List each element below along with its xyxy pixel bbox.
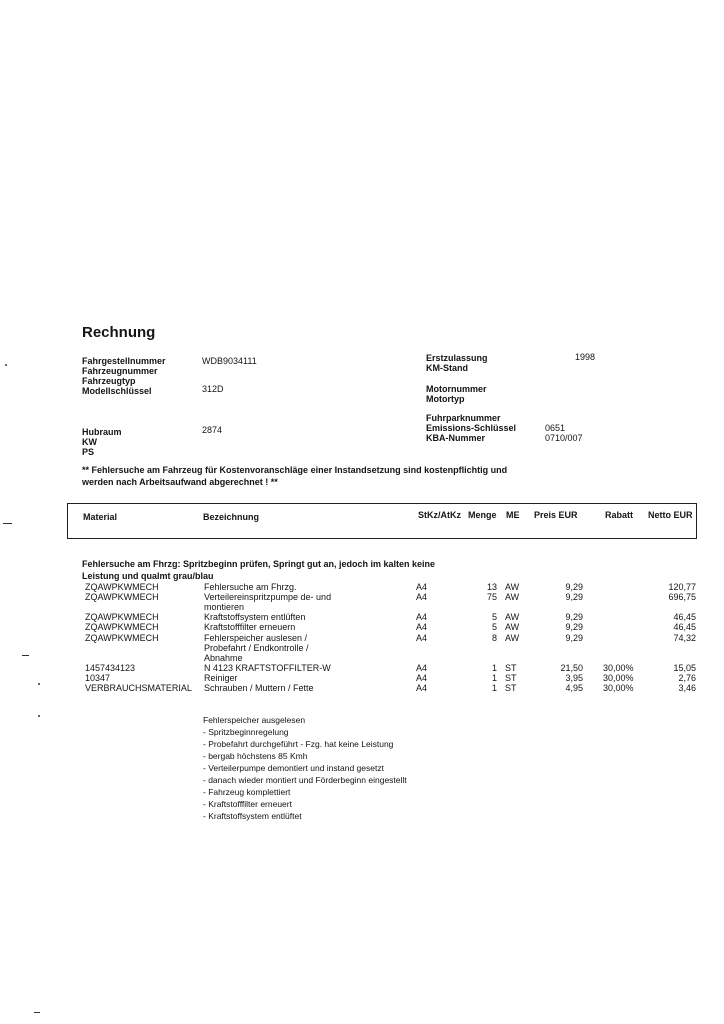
- cell-me: ST: [505, 672, 517, 683]
- header-netto: Netto EUR: [648, 510, 693, 520]
- cell-preis: 9,29: [565, 632, 583, 643]
- label-fahrgestellnummer: Fahrgestellnummer: [82, 356, 166, 366]
- cell-me: AW: [505, 622, 520, 633]
- value-fahrgestellnummer: WDB9034111: [202, 356, 257, 366]
- vehicle-info-right-labels-b: [426, 384, 487, 404]
- cell-me: AW: [505, 612, 520, 623]
- cell-material: 10347: [85, 672, 111, 683]
- cell-bezeichnung: Kraftstoffsystem entlüften: [204, 612, 306, 623]
- cell-netto: 3,46: [678, 683, 696, 693]
- value-kba-nummer: 0710/007: [545, 433, 583, 443]
- cell-bezeichnung: Kraftstofffilter erneuern: [204, 622, 296, 633]
- header-rabatt: Rabatt: [605, 510, 634, 520]
- cell-bezeichnung: Schrauben / Muttern / Fette: [204, 683, 314, 693]
- cell-me: AW: [505, 592, 520, 603]
- cell-menge: 5: [491, 622, 497, 633]
- label-motortyp: Motortyp: [426, 394, 465, 404]
- label-fahrzeugtyp: Fahrzeugtyp: [82, 376, 136, 386]
- section-title: [82, 559, 435, 581]
- note-line: Fehlerspeicher ausgelesen: [203, 715, 306, 725]
- label-motornummer: Motornummer: [426, 384, 487, 394]
- table-row: [0, 673, 724, 683]
- cell-preis: 3,95: [565, 672, 583, 683]
- cell-menge: 1: [491, 672, 497, 683]
- table-row: [0, 612, 724, 622]
- cell-bezeichnung: Fehlerspeicher auslesen /: [204, 632, 308, 643]
- notice-line-1: ** Fehlersuche am Fahrzeug für Kostenvoranschläge einer Instandsetzung sind kostenpflichtig und: [82, 465, 508, 475]
- cell-material: 1457434123: [85, 662, 136, 673]
- note-line: - bergab höchstens 85 Kmh: [203, 751, 308, 761]
- table-row: [0, 643, 724, 653]
- value-hubraum: 2874: [202, 425, 223, 435]
- label-km-stand: KM-Stand: [426, 363, 468, 373]
- cell-menge: 8: [491, 632, 497, 643]
- cell-bezeichnung: N 4123 KRAFTSTOFFILTER-W: [204, 662, 331, 673]
- scan-mark: [5, 364, 7, 366]
- table-row: [0, 653, 724, 663]
- cell-material: ZQAWPKWMECH: [85, 582, 159, 592]
- vehicle-info-left-values: [202, 356, 257, 394]
- value-fahrzeugnummer: [202, 366, 257, 376]
- header-menge: Menge: [468, 510, 497, 520]
- label-fuhrparknummer: Fuhrparknummer: [426, 413, 501, 423]
- cell-preis: 9,29: [565, 592, 583, 603]
- table-row: [0, 592, 724, 602]
- cell-bezeichnung: Fehlersuche am Fhrzg.: [204, 582, 297, 592]
- cell-bezeichnung: Verteilereinspritzpumpe de- und: [204, 592, 332, 603]
- cell-rabatt: 30,00%: [603, 672, 634, 683]
- header-me: ME: [506, 510, 520, 520]
- header-bezeichnung: Bezeichnung: [203, 512, 260, 522]
- cell-stkz: A4: [416, 582, 428, 592]
- cell-netto: 74,32: [673, 632, 696, 643]
- cell-menge: 5: [491, 612, 497, 623]
- label-kw: KW: [82, 437, 97, 447]
- note-line: - Spritzbeginnregelung: [203, 727, 289, 737]
- cell-stkz: A4: [416, 592, 428, 603]
- label-hubraum: Hubraum: [82, 427, 122, 437]
- note-line: - Kraftstoffsystem entlüftet: [203, 811, 302, 821]
- cell-me: AW: [505, 582, 520, 592]
- table-row: [0, 602, 724, 612]
- cell-me: AW: [505, 632, 520, 643]
- notice: [82, 465, 507, 487]
- value-fahrzeugtyp: 312D: [202, 384, 224, 394]
- cell-stkz: A4: [416, 622, 428, 633]
- note-line: - Fahrzeug komplettiert: [203, 787, 291, 797]
- cell-menge: 1: [491, 662, 497, 673]
- label-ps: PS: [82, 447, 95, 457]
- table-row: [0, 582, 724, 592]
- cell-netto: 15,05: [673, 662, 696, 673]
- cell-me: ST: [505, 662, 517, 673]
- cell-netto: 696,75: [668, 592, 696, 603]
- cell-preis: 4,95: [565, 683, 583, 693]
- label-modellschluessel: Modellschlüssel: [82, 386, 152, 396]
- cell-material: VERBRAUCHSMATERIAL: [85, 683, 192, 693]
- table-header-box: [67, 503, 697, 539]
- cell-bezeichnung: Abnahme: [204, 652, 243, 663]
- note-line: - danach wieder montiert und Förderbeginn eingestellt: [203, 775, 407, 785]
- cell-preis: 9,29: [565, 612, 583, 623]
- table-row: [0, 622, 724, 632]
- cell-preis: 21,50: [560, 662, 583, 673]
- header-preis: Preis EUR: [534, 510, 578, 520]
- cell-preis: 9,29: [565, 582, 583, 592]
- table-row: [0, 683, 724, 693]
- cell-netto: 46,45: [673, 612, 696, 623]
- value-emissions-schluessel: 0651: [545, 423, 566, 433]
- vehicle-info-left-labels: [82, 356, 166, 396]
- cell-menge: 1: [491, 683, 497, 693]
- cell-bezeichnung: Probefahrt / Endkontrolle /: [204, 642, 309, 653]
- scan-mark: [22, 655, 29, 656]
- cell-stkz: A4: [416, 662, 428, 673]
- label-erstzulassung: Erstzulassung: [426, 353, 488, 363]
- cell-menge: 75: [486, 592, 497, 603]
- work-notes: [203, 714, 407, 822]
- scan-mark: [38, 683, 40, 685]
- cell-bezeichnung: montieren: [204, 602, 245, 613]
- cell-material: ZQAWPKWMECH: [85, 612, 159, 623]
- cell-netto: 2,76: [678, 672, 696, 683]
- vehicle-info-left2-labels: [82, 427, 122, 457]
- cell-netto: 120,77: [668, 582, 696, 592]
- note-line: - Verteilerpumpe demontiert und instand gesetzt: [203, 763, 384, 773]
- note-line: - Probefahrt durchgeführt - Fzg. hat keine Leistung: [203, 739, 394, 749]
- label-fahrzeugnummer: Fahrzeugnummer: [82, 366, 158, 376]
- header-stkz: StKz/AtKz: [418, 510, 461, 520]
- page-title: Rechnung: [82, 324, 156, 341]
- cell-stkz: A4: [416, 612, 428, 623]
- section-title-line-1: Fehlersuche am Fhrzg: Spritzbeginn prüfen, Springt gut an, jedoch im kalten keine: [82, 559, 436, 569]
- header-material: Material: [83, 512, 118, 522]
- cell-bezeichnung: Reiniger: [204, 672, 238, 683]
- table-row: [0, 663, 724, 673]
- cell-netto: 46,45: [673, 622, 696, 633]
- cell-stkz: A4: [416, 683, 428, 693]
- scan-mark: [3, 523, 12, 524]
- notice-line-2: werden nach Arbeitsaufwand abgerechnet ! **: [82, 477, 278, 487]
- cell-me: ST: [505, 683, 517, 693]
- cell-menge: 13: [486, 582, 497, 592]
- cell-rabatt: 30,00%: [603, 683, 634, 693]
- section-title-line-2: Leistung und qualmt grau/blau: [82, 571, 214, 581]
- vehicle-info-right-labels-c: [426, 413, 516, 443]
- scan-mark: [38, 715, 40, 717]
- cell-material: ZQAWPKWMECH: [85, 592, 159, 603]
- label-kba-nummer: KBA-Nummer: [426, 433, 486, 443]
- cell-preis: 9,29: [565, 622, 583, 633]
- cell-stkz: A4: [416, 632, 428, 643]
- value-erstzulassung: 1998: [575, 352, 596, 362]
- vehicle-info-right-labels-a: [426, 353, 488, 373]
- cell-material: ZQAWPKWMECH: [85, 622, 159, 633]
- cell-material: ZQAWPKWMECH: [85, 632, 159, 643]
- cell-rabatt: 30,00%: [603, 662, 634, 673]
- label-emissions-schluessel: Emissions-Schlüssel: [426, 423, 517, 433]
- note-line: - Kraftstofffilter erneuert: [203, 799, 292, 809]
- scan-mark: [34, 1012, 40, 1013]
- table-row: [0, 633, 724, 643]
- cell-stkz: A4: [416, 672, 428, 683]
